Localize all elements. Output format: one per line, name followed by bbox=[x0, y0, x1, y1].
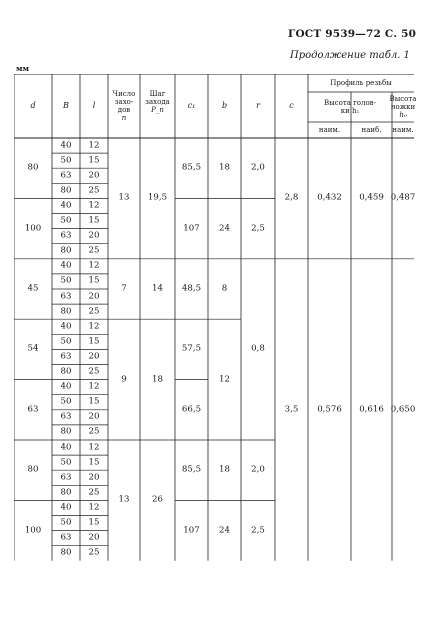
cell-b-width: 40 bbox=[60, 140, 72, 151]
cell-h0-min: 0,650 bbox=[390, 404, 416, 415]
cell-d: 80 bbox=[27, 162, 39, 173]
cell-l: 15 bbox=[88, 336, 100, 347]
cell-b-width: 40 bbox=[60, 261, 72, 272]
cell-r: 2,0 bbox=[251, 162, 265, 173]
header-b-width: B bbox=[63, 101, 69, 110]
cell-b-width: 80 bbox=[60, 427, 72, 438]
cell-b-width: 63 bbox=[60, 230, 72, 241]
cell-b-width: 40 bbox=[60, 502, 72, 513]
table-grid bbox=[14, 74, 414, 574]
cell-l: 25 bbox=[88, 547, 100, 558]
cell-b: 18 bbox=[219, 162, 230, 173]
cell-b-width: 80 bbox=[60, 487, 72, 498]
cell-b-width: 63 bbox=[60, 351, 72, 362]
cell-l: 12 bbox=[88, 502, 100, 513]
cell-l: 15 bbox=[88, 215, 100, 226]
cell-b-width: 80 bbox=[60, 547, 72, 558]
cell-b-width: 50 bbox=[60, 517, 72, 528]
header-thread-profile: Профиль резьбы bbox=[330, 78, 392, 87]
header-l: l bbox=[92, 101, 96, 110]
cell-l: 20 bbox=[88, 472, 100, 483]
header-starts: Число захо- дов n bbox=[112, 89, 136, 123]
cell-l: 12 bbox=[88, 140, 100, 151]
cell-r: 0,8 bbox=[251, 344, 265, 355]
cell-c1: 85,5 bbox=[181, 162, 202, 173]
cell-b: 8 bbox=[221, 283, 228, 294]
cell-h-max: 0,459 bbox=[359, 193, 384, 204]
header-b: b bbox=[221, 101, 228, 110]
header-dedendum-height: Высота ножки h₀ bbox=[389, 94, 417, 120]
cell-d: 63 bbox=[27, 404, 39, 415]
cell-l: 15 bbox=[88, 457, 100, 468]
cell-b-width: 50 bbox=[60, 155, 72, 166]
cell-l: 25 bbox=[88, 245, 100, 256]
cell-d: 100 bbox=[24, 525, 42, 536]
cell-b-width: 80 bbox=[60, 306, 72, 317]
cell-b-width: 50 bbox=[60, 336, 72, 347]
header-pitch: Шаг захода P_n bbox=[145, 89, 170, 115]
cell-d: 100 bbox=[24, 223, 42, 234]
cell-b-width: 40 bbox=[60, 442, 72, 453]
cell-l: 25 bbox=[88, 306, 100, 317]
header-h0-min: наим. bbox=[392, 125, 414, 134]
cell-b-width: 63 bbox=[60, 472, 72, 483]
cell-pitch: 14 bbox=[152, 283, 163, 294]
cell-b: 12 bbox=[219, 374, 230, 385]
cell-d: 80 bbox=[27, 464, 39, 475]
cell-b: 18 bbox=[219, 464, 230, 475]
cell-l: 25 bbox=[88, 427, 100, 438]
cell-d: 45 bbox=[27, 283, 39, 294]
unit-label: мм bbox=[16, 64, 30, 73]
cell-c: 3,5 bbox=[284, 404, 299, 415]
header-c: c bbox=[289, 101, 294, 110]
cell-b-width: 50 bbox=[60, 396, 72, 407]
cell-r: 2,5 bbox=[251, 223, 265, 234]
standard-code: ГОСТ 9539—72 С. 50 bbox=[288, 28, 417, 40]
cell-h-min: 0,576 bbox=[317, 404, 342, 415]
cell-h0-min: 0,487 bbox=[390, 193, 416, 204]
cell-b-width: 50 bbox=[60, 457, 72, 468]
cell-l: 12 bbox=[88, 381, 100, 392]
cell-pitch: 18 bbox=[152, 374, 163, 385]
cell-h-min: 0,432 bbox=[317, 193, 342, 204]
cell-b-width: 63 bbox=[60, 532, 72, 543]
cell-l: 12 bbox=[88, 442, 100, 453]
cell-l: 12 bbox=[88, 200, 100, 211]
header-h-min: наим. bbox=[318, 125, 341, 134]
cell-r: 2,0 bbox=[251, 464, 265, 475]
header-r: r bbox=[256, 101, 260, 110]
cell-l: 20 bbox=[88, 291, 100, 302]
header-addendum-height: Высота голов- ки h₁ bbox=[324, 98, 376, 115]
header-h-max: наиб. bbox=[361, 125, 382, 134]
cell-l: 15 bbox=[88, 517, 100, 528]
cell-pitch: 26 bbox=[152, 495, 163, 506]
cell-l: 12 bbox=[88, 321, 100, 332]
cell-b: 24 bbox=[219, 223, 230, 234]
cell-h-max: 0,616 bbox=[359, 404, 384, 415]
cell-c1: 107 bbox=[183, 223, 200, 234]
cell-d: 54 bbox=[27, 344, 39, 355]
cell-b-width: 63 bbox=[60, 291, 72, 302]
cell-b-width: 50 bbox=[60, 276, 72, 287]
cell-b: 24 bbox=[219, 525, 230, 536]
cell-c: 2,8 bbox=[284, 193, 299, 204]
cell-starts: 9 bbox=[121, 374, 127, 385]
cell-l: 15 bbox=[88, 155, 100, 166]
cell-l: 20 bbox=[88, 532, 100, 543]
cell-c1: 57,5 bbox=[181, 344, 202, 355]
cell-pitch: 19,5 bbox=[147, 193, 168, 204]
cell-b-width: 80 bbox=[60, 245, 72, 256]
cell-b-width: 63 bbox=[60, 170, 72, 181]
header-d: d bbox=[30, 101, 36, 110]
cell-b-width: 40 bbox=[60, 381, 72, 392]
cell-b-width: 80 bbox=[60, 366, 72, 377]
cell-l: 12 bbox=[88, 261, 100, 272]
header-c1: c₁ bbox=[187, 101, 196, 110]
cell-l: 20 bbox=[88, 170, 100, 181]
cell-b-width: 80 bbox=[60, 185, 72, 196]
cell-l: 20 bbox=[88, 412, 100, 423]
cell-l: 25 bbox=[88, 185, 100, 196]
cell-starts: 13 bbox=[118, 495, 130, 506]
cell-c1: 48,5 bbox=[181, 283, 202, 294]
cell-l: 25 bbox=[88, 487, 100, 498]
cell-starts: 13 bbox=[118, 193, 130, 204]
cell-l: 20 bbox=[88, 351, 100, 362]
cell-c1: 85,5 bbox=[181, 464, 202, 475]
cell-r: 2,5 bbox=[251, 525, 265, 536]
cell-b-width: 40 bbox=[60, 321, 72, 332]
cell-l: 15 bbox=[88, 396, 100, 407]
cell-b-width: 50 bbox=[60, 215, 72, 226]
cell-b-width: 63 bbox=[60, 412, 72, 423]
cell-c1: 107 bbox=[183, 525, 200, 536]
cell-starts: 7 bbox=[121, 283, 127, 294]
cell-l: 25 bbox=[88, 366, 100, 377]
table-continuation-caption: Продолжение табл. 1 bbox=[290, 50, 410, 61]
cell-l: 20 bbox=[88, 230, 100, 241]
cell-b-width: 40 bbox=[60, 200, 72, 211]
cell-l: 15 bbox=[88, 276, 100, 287]
cell-c1: 66,5 bbox=[181, 404, 202, 415]
